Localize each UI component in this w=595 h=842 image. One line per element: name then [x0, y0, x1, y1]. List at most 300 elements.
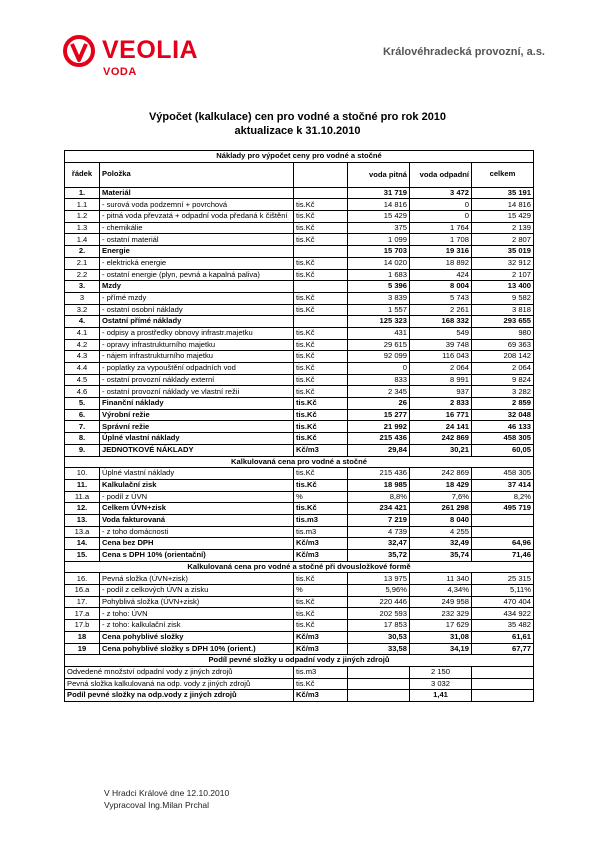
row-unit: tis.Kč	[294, 398, 348, 410]
value-voda-pitna: 15 277	[348, 409, 410, 421]
row-label: Cena pohyblivé složky	[100, 631, 294, 643]
table-row	[65, 596, 534, 608]
row-label: Pevná složka (ÚVN+zisk)	[100, 573, 294, 585]
value-voda-odpadni: 18 892	[410, 257, 472, 269]
table-row	[65, 690, 534, 702]
value-voda-odpadni: 116 043	[410, 351, 472, 363]
row-label: Cena s DPH 10% (orientační)	[100, 550, 294, 562]
value-voda-pitna: 1 683	[348, 269, 410, 281]
table-row	[65, 538, 534, 550]
row-label: - nájem infrastrukturního majetku	[100, 351, 294, 363]
row-label: Pohyblivá složka (ÚVN+zisk)	[100, 596, 294, 608]
value-voda-pitna: 1 099	[348, 234, 410, 246]
value-voda-odpadni: 242 869	[410, 433, 472, 445]
row-number: 4.	[65, 316, 100, 328]
row-label: Voda fakturovaná	[100, 514, 294, 526]
row-label: - ostatní materiál	[100, 234, 294, 246]
table-row	[65, 327, 534, 339]
row-label: - poplatky za vypouštění odpadních vod	[100, 363, 294, 375]
value-voda-odpadni: 2 064	[410, 363, 472, 375]
row-number: 17.b	[65, 620, 100, 632]
table-row	[65, 386, 534, 398]
row-unit: tis.Kč	[294, 199, 348, 211]
value-celkem	[472, 514, 534, 526]
row-unit: tis.Kč	[294, 573, 348, 585]
row-label: Výrobní režie	[100, 409, 294, 421]
table-row	[65, 316, 534, 328]
row-number: 4.2	[65, 339, 100, 351]
value-voda-pitna: 29,84	[348, 444, 410, 456]
table-row	[65, 491, 534, 503]
table-row	[65, 187, 534, 199]
value-celkem: 980	[472, 327, 534, 339]
row-number: 4.1	[65, 327, 100, 339]
value-voda-odpadni: 8 991	[410, 374, 472, 386]
table-row	[65, 269, 534, 281]
table-row	[65, 503, 534, 515]
row-unit: Kč/m3	[294, 444, 348, 456]
row-label: Ostatní přímé náklady	[100, 316, 294, 328]
row-number: 3.	[65, 281, 100, 293]
row-unit: tis.Kč	[294, 339, 348, 351]
veolia-logo-icon	[62, 34, 96, 68]
value-voda-pitna: 18 985	[348, 479, 410, 491]
section-title: Náklady pro výpočet ceny pro vodné a stočné	[65, 151, 534, 163]
row-label: Cena bez DPH	[100, 538, 294, 550]
value-voda-pitna: 5 396	[348, 281, 410, 293]
row-number: 15.	[65, 550, 100, 562]
row-unit: Kč/m3	[294, 550, 348, 562]
value-voda-pitna: 32,47	[348, 538, 410, 550]
table-row	[65, 292, 534, 304]
value-voda-odpadni: 24 141	[410, 421, 472, 433]
row-number: 16.	[65, 573, 100, 585]
value-voda-pitna: 35,72	[348, 550, 410, 562]
row-number: 1.	[65, 187, 100, 199]
value-celkem: 9 582	[472, 292, 534, 304]
row-label: Cena pohyblivé složky s DPH 10% (orient.)	[100, 643, 294, 655]
value-voda-odpadni: 168 332	[410, 316, 472, 328]
value-voda-pitna: 215 436	[348, 468, 410, 480]
table-row	[65, 620, 534, 632]
value-voda-odpadni: 0	[410, 211, 472, 223]
value-voda-odpadni: 34,19	[410, 643, 472, 655]
row-number: 12.	[65, 503, 100, 515]
row-label: Mzdy	[100, 281, 294, 293]
row-unit: Kč/m3	[294, 690, 348, 702]
row-label: - z toho domácnosti	[100, 526, 294, 538]
value-voda-odpadni: 18 429	[410, 479, 472, 491]
value-voda-pitna: 92 099	[348, 351, 410, 363]
document-subtitle: aktualizace k 31.10.2010	[234, 125, 361, 137]
value-celkem: 2 064	[472, 363, 534, 375]
table-row	[65, 526, 534, 538]
value-celkem: 35 019	[472, 246, 534, 258]
row-label: - elektrická energie	[100, 257, 294, 269]
header-polozka: Položka	[100, 162, 294, 187]
value-voda-pitna: 125 323	[348, 316, 410, 328]
row-unit: tis.Kč	[294, 211, 348, 223]
value-celkem: 15 429	[472, 211, 534, 223]
table-row	[65, 573, 534, 585]
value-celkem: 37 414	[472, 479, 534, 491]
row-number: 11.a	[65, 491, 100, 503]
row-unit: Kč/m3	[294, 643, 348, 655]
value-celkem: 14 816	[472, 199, 534, 211]
value-voda-odpadni: 31,08	[410, 631, 472, 643]
row-number: 6.	[65, 409, 100, 421]
value-celkem: 25 315	[472, 573, 534, 585]
value-voda-odpadni: 3 032	[410, 678, 472, 690]
table-row	[65, 585, 534, 597]
row-number: 11.	[65, 479, 100, 491]
row-unit: tis.Kč	[294, 421, 348, 433]
row-number: 1.4	[65, 234, 100, 246]
row-label: Energie	[100, 246, 294, 258]
row-unit: tis.Kč	[294, 386, 348, 398]
value-voda-pitna: 220 446	[348, 596, 410, 608]
row-unit: tis.Kč	[294, 374, 348, 386]
value-voda-pitna: 202 593	[348, 608, 410, 620]
section-header	[65, 456, 534, 468]
table-row	[65, 666, 534, 678]
value-voda-pitna: 33,58	[348, 643, 410, 655]
value-celkem: 2 139	[472, 222, 534, 234]
table-row	[65, 234, 534, 246]
value-celkem: 3 818	[472, 304, 534, 316]
table-row	[65, 433, 534, 445]
value-voda-odpadni: 261 298	[410, 503, 472, 515]
table-row	[65, 246, 534, 258]
row-unit: tis.Kč	[294, 503, 348, 515]
table-row	[65, 678, 534, 690]
section-header	[65, 561, 534, 573]
value-celkem: 13 400	[472, 281, 534, 293]
value-celkem	[472, 666, 534, 678]
row-number: 19	[65, 643, 100, 655]
row-unit: Kč/m3	[294, 538, 348, 550]
value-celkem: 35 482	[472, 620, 534, 632]
row-unit: tis.Kč	[294, 292, 348, 304]
section-title: Kalkulovaná cena pro vodné a stočné při dvousložkové formě	[65, 561, 534, 573]
row-number: 4.5	[65, 374, 100, 386]
row-unit: tis.Kč	[294, 433, 348, 445]
value-voda-pitna: 14 816	[348, 199, 410, 211]
table-row	[65, 281, 534, 293]
value-celkem: 60,05	[472, 444, 534, 456]
row-unit: tis.Kč	[294, 234, 348, 246]
header-voda-odpadni: voda odpadní	[410, 162, 472, 187]
value-voda-pitna: 431	[348, 327, 410, 339]
value-celkem: 3 282	[472, 386, 534, 398]
value-voda-pitna: 17 853	[348, 620, 410, 632]
table-row	[65, 222, 534, 234]
row-number: 10.	[65, 468, 100, 480]
row-unit: tis.Kč	[294, 222, 348, 234]
row-unit: tis.Kč	[294, 479, 348, 491]
value-voda-odpadni: 35,74	[410, 550, 472, 562]
row-label: Správní režie	[100, 421, 294, 433]
table-row	[65, 409, 534, 421]
value-celkem: 208 142	[472, 351, 534, 363]
row-number: 1.3	[65, 222, 100, 234]
value-voda-pitna: 1 557	[348, 304, 410, 316]
table-row	[65, 363, 534, 375]
row-number: 4.4	[65, 363, 100, 375]
table-row	[65, 468, 534, 480]
value-celkem: 67,77	[472, 643, 534, 655]
row-number: 4.6	[65, 386, 100, 398]
table-row	[65, 550, 534, 562]
row-label: - podíl z ÚVN	[100, 491, 294, 503]
row-label: Odvedené množství odpadní vody z jiných zdrojů	[65, 666, 294, 678]
section-header	[65, 655, 534, 667]
table-row	[65, 304, 534, 316]
row-unit	[294, 316, 348, 328]
row-number: 3.2	[65, 304, 100, 316]
row-number: 2.1	[65, 257, 100, 269]
row-number: 2.	[65, 246, 100, 258]
value-voda-odpadni: 8 040	[410, 514, 472, 526]
value-voda-odpadni: 17 629	[410, 620, 472, 632]
table-row	[65, 351, 534, 363]
row-label: - ostatní osobní náklady	[100, 304, 294, 316]
value-celkem: 458 305	[472, 468, 534, 480]
footer-date: V Hradci Králové dne 12.10.2010	[104, 788, 230, 798]
value-celkem	[472, 678, 534, 690]
value-celkem: 2 107	[472, 269, 534, 281]
row-number: 4.3	[65, 351, 100, 363]
value-celkem: 9 824	[472, 374, 534, 386]
table-row	[65, 398, 534, 410]
value-voda-pitna	[348, 690, 410, 702]
table-row	[65, 631, 534, 643]
footer-author: Vypracoval Ing.Milan Prchal	[104, 800, 210, 810]
row-label: - ostatní provozní náklady externí	[100, 374, 294, 386]
value-voda-odpadni: 7,6%	[410, 491, 472, 503]
row-label: Úplné vlastní náklady	[100, 468, 294, 480]
value-voda-pitna: 215 436	[348, 433, 410, 445]
row-label: - odpisy a prostředky obnovy infrastr.majetku	[100, 327, 294, 339]
value-celkem: 458 305	[472, 433, 534, 445]
table-row	[65, 444, 534, 456]
row-number: 3	[65, 292, 100, 304]
row-number: 13.a	[65, 526, 100, 538]
row-label: Celkem ÚVN+zisk	[100, 503, 294, 515]
value-voda-odpadni: 11 340	[410, 573, 472, 585]
value-voda-pitna: 26	[348, 398, 410, 410]
row-unit	[294, 281, 348, 293]
row-label: - z toho: ÚVN	[100, 608, 294, 620]
value-celkem: 495 719	[472, 503, 534, 515]
row-label: Úplné vlastní náklady	[100, 433, 294, 445]
value-voda-odpadni: 0	[410, 199, 472, 211]
row-label: Finanční náklady	[100, 398, 294, 410]
logo-sub: VODA	[103, 66, 137, 78]
row-label: - pitná voda převzatá + odpadní voda předaná k čištění	[100, 211, 294, 223]
row-unit: tis.Kč	[294, 596, 348, 608]
value-voda-pitna: 2 345	[348, 386, 410, 398]
row-number: 16.a	[65, 585, 100, 597]
value-celkem: 5,11%	[472, 585, 534, 597]
header-row	[65, 162, 534, 187]
row-unit: tis.Kč	[294, 363, 348, 375]
value-voda-odpadni: 4,34%	[410, 585, 472, 597]
value-celkem: 32 912	[472, 257, 534, 269]
value-voda-pitna: 4 739	[348, 526, 410, 538]
row-unit	[294, 246, 348, 258]
value-celkem: 46 133	[472, 421, 534, 433]
header-celkem: celkem	[472, 162, 534, 187]
value-celkem: 71,46	[472, 550, 534, 562]
value-voda-pitna: 31 719	[348, 187, 410, 199]
value-celkem: 69 363	[472, 339, 534, 351]
value-celkem: 32 048	[472, 409, 534, 421]
table-row	[65, 643, 534, 655]
value-voda-odpadni: 2 261	[410, 304, 472, 316]
table-row	[65, 374, 534, 386]
veolia-logo	[62, 32, 222, 82]
row-unit: tis.Kč	[294, 468, 348, 480]
row-number: 1.1	[65, 199, 100, 211]
value-voda-pitna: 15 429	[348, 211, 410, 223]
value-voda-odpadni: 19 316	[410, 246, 472, 258]
value-voda-odpadni: 242 869	[410, 468, 472, 480]
value-voda-odpadni: 249 958	[410, 596, 472, 608]
value-voda-pitna: 234 421	[348, 503, 410, 515]
value-voda-odpadni: 549	[410, 327, 472, 339]
value-voda-pitna: 7 219	[348, 514, 410, 526]
value-voda-pitna: 21 992	[348, 421, 410, 433]
value-celkem: 35 191	[472, 187, 534, 199]
value-celkem: 61,61	[472, 631, 534, 643]
row-label: - ostatní provozní náklady ve vlastní režii	[100, 386, 294, 398]
row-number: 14.	[65, 538, 100, 550]
value-voda-odpadni: 39 748	[410, 339, 472, 351]
value-voda-odpadni: 3 472	[410, 187, 472, 199]
value-voda-pitna: 29 615	[348, 339, 410, 351]
value-voda-pitna: 3 839	[348, 292, 410, 304]
value-celkem	[472, 526, 534, 538]
value-celkem: 470 404	[472, 596, 534, 608]
row-number: 9.	[65, 444, 100, 456]
header-unit	[294, 162, 348, 187]
company-name: Královéhradecká provozní, a.s.	[382, 46, 545, 58]
table-row	[65, 514, 534, 526]
value-voda-pitna: 5,96%	[348, 585, 410, 597]
value-voda-pitna: 8,8%	[348, 491, 410, 503]
row-number: 17.	[65, 596, 100, 608]
row-unit: tis.Kč	[294, 269, 348, 281]
value-celkem: 64,96	[472, 538, 534, 550]
value-celkem: 293 655	[472, 316, 534, 328]
table-row	[65, 211, 534, 223]
value-voda-pitna: 0	[348, 363, 410, 375]
row-unit: tis.Kč	[294, 257, 348, 269]
value-voda-odpadni: 8 004	[410, 281, 472, 293]
row-number: 5.	[65, 398, 100, 410]
row-unit: tis.Kč	[294, 678, 348, 690]
value-voda-odpadni: 1 764	[410, 222, 472, 234]
section-title: Podíl pevné složky u odpadní vody z jiných zdrojů	[65, 655, 534, 667]
row-label: JEDNOTKOVÉ NÁKLADY	[100, 444, 294, 456]
row-number: 2.2	[65, 269, 100, 281]
logo-word: VEOLIA	[102, 36, 199, 64]
row-label: - přímé mzdy	[100, 292, 294, 304]
row-unit: tis.Kč	[294, 608, 348, 620]
value-voda-pitna: 13 975	[348, 573, 410, 585]
value-voda-odpadni: 5 743	[410, 292, 472, 304]
header-radek: řádek	[65, 162, 100, 187]
section-title: Kalkulovaná cena pro vodné a stočné	[65, 456, 534, 468]
value-voda-odpadni: 30,21	[410, 444, 472, 456]
row-label: Kalkulační zisk	[100, 479, 294, 491]
value-voda-odpadni: 2 150	[410, 666, 472, 678]
value-celkem	[472, 690, 534, 702]
value-voda-odpadni: 1,41	[410, 690, 472, 702]
row-unit: %	[294, 585, 348, 597]
value-voda-pitna: 833	[348, 374, 410, 386]
header-voda-pitna: voda pitná	[348, 162, 410, 187]
value-voda-pitna	[348, 678, 410, 690]
value-voda-odpadni: 1 708	[410, 234, 472, 246]
value-celkem: 8,2%	[472, 491, 534, 503]
row-unit	[294, 187, 348, 199]
value-celkem: 2 859	[472, 398, 534, 410]
cost-table	[64, 150, 534, 702]
value-voda-pitna: 375	[348, 222, 410, 234]
value-voda-pitna: 30,53	[348, 631, 410, 643]
row-label: - z toho: kalkulační zisk	[100, 620, 294, 632]
row-label: Pevná složka kalkulovaná na odp. vody z jiných zdrojů	[65, 678, 294, 690]
row-label: - chemikálie	[100, 222, 294, 234]
value-voda-pitna: 15 703	[348, 246, 410, 258]
row-unit: %	[294, 491, 348, 503]
value-celkem: 2 807	[472, 234, 534, 246]
table-row	[65, 199, 534, 211]
document-title: Výpočet (kalkulace) cen pro vodné a stočné pro rok 2010	[148, 111, 447, 123]
row-label: Materiál	[100, 187, 294, 199]
row-number: 18	[65, 631, 100, 643]
table-row	[65, 479, 534, 491]
value-voda-pitna	[348, 666, 410, 678]
table-row	[65, 421, 534, 433]
row-number: 8.	[65, 433, 100, 445]
value-voda-odpadni: 4 255	[410, 526, 472, 538]
row-unit: Kč/m3	[294, 631, 348, 643]
row-unit: tis.Kč	[294, 409, 348, 421]
row-unit: tis.Kč	[294, 351, 348, 363]
row-unit: tis.m3	[294, 514, 348, 526]
row-label: Podíl pevné složky na odp.vody z jiných zdrojů	[65, 690, 294, 702]
row-unit: tis.Kč	[294, 327, 348, 339]
row-unit: tis.Kč	[294, 304, 348, 316]
row-unit: tis.m3	[294, 666, 348, 678]
value-voda-pitna: 14 020	[348, 257, 410, 269]
value-voda-odpadni: 2 833	[410, 398, 472, 410]
row-number: 1.2	[65, 211, 100, 223]
table-row	[65, 257, 534, 269]
row-label: - opravy infrastrukturního majetku	[100, 339, 294, 351]
row-number: 7.	[65, 421, 100, 433]
value-voda-odpadni: 16 771	[410, 409, 472, 421]
row-label: - surová voda podzemní + povrchová	[100, 199, 294, 211]
row-number: 13.	[65, 514, 100, 526]
row-unit: tis.Kč	[294, 620, 348, 632]
value-celkem: 434 922	[472, 608, 534, 620]
value-voda-odpadni: 424	[410, 269, 472, 281]
table-row	[65, 608, 534, 620]
